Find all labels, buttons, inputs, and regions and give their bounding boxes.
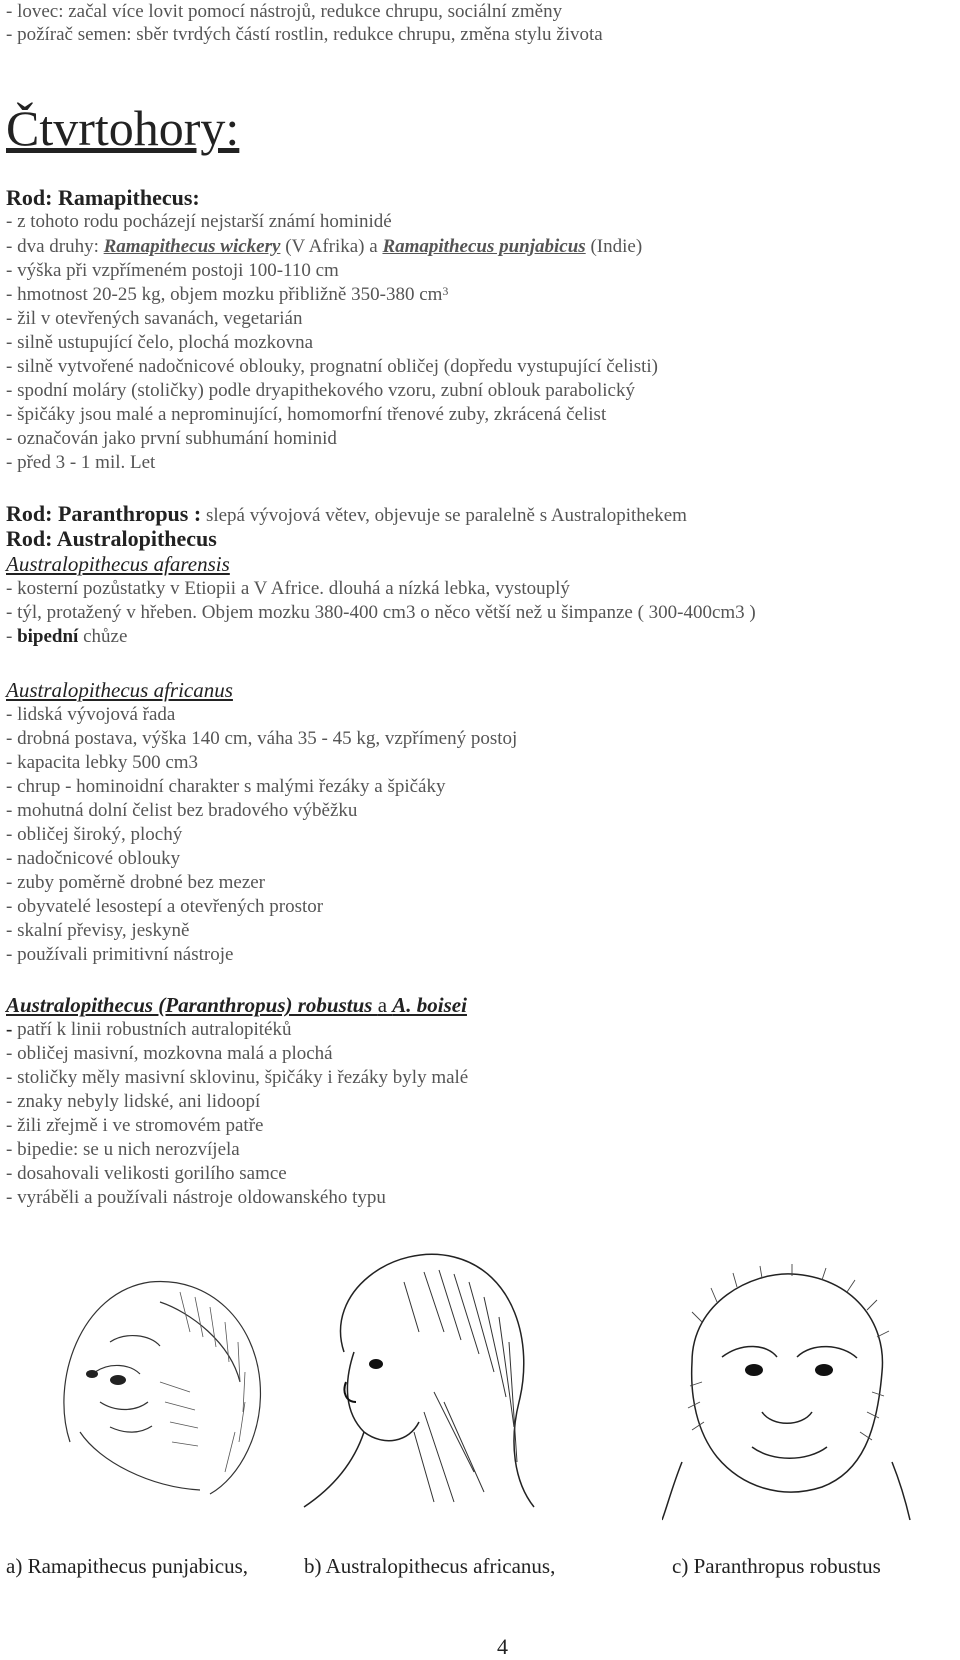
ramapithecus-species-line bbox=[6, 235, 642, 259]
africanus-line: - drobná postava, výška 140 cm, váha 35 - 45 kg, vzpřímený postoj bbox=[6, 728, 518, 749]
robustus-and: a bbox=[377, 993, 393, 1017]
australopithecus-africanus-illustration bbox=[284, 1232, 550, 1512]
ramapithecus-line: - výška při vzpřímeném postoji 100-110 cm bbox=[6, 260, 339, 281]
robustus-line: - obličej masivní, mozkovna malá a plochá bbox=[6, 1043, 333, 1064]
caption-b: b) Australopithecus africanus, bbox=[304, 1554, 556, 1578]
caption-c: c) Paranthropus robustus bbox=[672, 1554, 881, 1578]
ramapithecus-heading: Rod: Ramapithecus: bbox=[6, 185, 200, 210]
afarensis-line: - kosterní pozůstatky v Etiopii a V Africe. dlouhá a nízká lebka, vystouplý bbox=[6, 578, 570, 599]
robustus-line: - žili zřejmě i ve stromovém patře bbox=[6, 1115, 264, 1136]
intro-line-2: - požírač semen: sběr tvrdých částí rostlin, redukce chrupu, změna stylu života bbox=[6, 24, 603, 45]
africanus-line: - kapacita lebky 500 cm3 bbox=[6, 752, 199, 773]
species-punjabicus: Ramapithecus punjabicus bbox=[382, 236, 586, 257]
africanus-line: - používali primitivní nástroje bbox=[6, 944, 234, 965]
ramapithecus-illustration bbox=[40, 1262, 276, 1502]
africanus-line: - chrup - hominoidní charakter s malými řezáky a špičáky bbox=[6, 776, 446, 797]
species-mid: (V Afrika) a bbox=[280, 236, 383, 257]
dash: - bbox=[6, 1019, 13, 1040]
robustus-line: - stoličky měly masivní sklovinu, špičáky i řezáky byly malé bbox=[6, 1067, 469, 1088]
afarensis-line bbox=[6, 625, 127, 649]
australopithecus-heading: Rod: Australopithecus bbox=[6, 526, 217, 551]
paranthropus-robustus-illustration bbox=[662, 1262, 912, 1522]
robustus-line bbox=[6, 1018, 291, 1042]
robustus-heading bbox=[6, 993, 467, 1017]
africanus-line: - nadočnicové oblouky bbox=[6, 848, 181, 869]
africanus-line: - skalní převisy, jeskyně bbox=[6, 920, 190, 941]
page-number: 4 bbox=[497, 1634, 508, 1659]
robustus-line: - vyráběli a používali nástroje oldowanského typu bbox=[6, 1187, 386, 1208]
robustus-first-text: patří k linii robustních autralopitéků bbox=[12, 1019, 292, 1040]
gait-word: chůze bbox=[78, 626, 128, 647]
ramapithecus-line: - žil v otevřených savanách, vegetarián bbox=[6, 308, 303, 329]
section-title: Čtvrtohory: bbox=[6, 100, 240, 156]
robustus-line: - znaky nebyly lidské, ani lidoopí bbox=[6, 1091, 261, 1112]
ramapithecus-line: - z tohoto rodu pocházejí nejstarší známí hominidé bbox=[6, 211, 392, 232]
africanus-line: - zuby poměrně drobné bez mezer bbox=[6, 872, 266, 893]
robustus-title: Australopithecus (Paranthropus) robustus bbox=[6, 993, 378, 1017]
africanus-line: - obyvatelé lesostepí a otevřených prostor bbox=[6, 896, 324, 917]
robustus-line: - bipedie: se u nich nerozvíjela bbox=[6, 1139, 240, 1160]
intro-line-1: - lovec: začal více lovit pomocí nástrojů, redukce chrupu, sociální změny bbox=[6, 1, 563, 22]
paranthropus-text: slepá vývojová větev, objevuje se paralelně s Australopithekem bbox=[201, 505, 687, 526]
ramapithecus-line bbox=[6, 283, 448, 307]
boisei-title: A. boisei bbox=[392, 993, 467, 1017]
bipedal-word: bipední bbox=[17, 626, 79, 647]
ramapithecus-line: - silně ustupující čelo, plochá mozkovna bbox=[6, 332, 314, 353]
species-wickery: Ramapithecus wickery bbox=[103, 236, 281, 257]
afarensis-line: - týl, protažený v hřeben. Objem mozku 380-400 cm3 o něco větší než u šimpanze ( 300-400cm3 ) bbox=[6, 602, 756, 623]
africanus-heading: Australopithecus africanus bbox=[6, 678, 233, 702]
africanus-line: - obličej široký, plochý bbox=[6, 824, 183, 845]
robustus-line: - dosahovali velikosti gorilího samce bbox=[6, 1163, 287, 1184]
afarensis-heading: Australopithecus afarensis bbox=[6, 552, 230, 576]
ramapithecus-line: - silně vytvořené nadočnicové oblouky, prognatní obličej (dopředu vystupující čelisti) bbox=[6, 356, 658, 377]
caption-a: a) Ramapithecus punjabicus, bbox=[6, 1554, 249, 1578]
ramapithecus-line: - spodní moláry (stoličky) podle dryapithekového vzoru, zubní oblouk parabolický bbox=[6, 380, 635, 401]
ramapithecus-line: - špičáky jsou malé a neprominující, homomorfní třenové zuby, zkrácená čelist bbox=[6, 404, 607, 425]
species-prefix: - dva druhy: bbox=[6, 236, 104, 257]
cubic-superscript: 3 bbox=[442, 284, 449, 298]
ramapithecus-line: - označován jako první subhumání hominid bbox=[6, 428, 337, 449]
dash: - bbox=[6, 626, 18, 647]
paranthropus-heading: Rod: Paranthropus : bbox=[6, 501, 202, 526]
africanus-line: - mohutná dolní čelist bez bradového výběžku bbox=[6, 800, 358, 821]
species-suffix: (Indie) bbox=[585, 236, 643, 257]
ramapithecus-line: - před 3 - 1 mil. Let bbox=[6, 452, 156, 473]
africanus-line: - lidská vývojová řada bbox=[6, 704, 176, 725]
paranthropus-line bbox=[6, 502, 687, 528]
brain-volume-text: - hmotnost 20-25 kg, objem mozku přibližně 350-380 cm bbox=[6, 284, 443, 305]
